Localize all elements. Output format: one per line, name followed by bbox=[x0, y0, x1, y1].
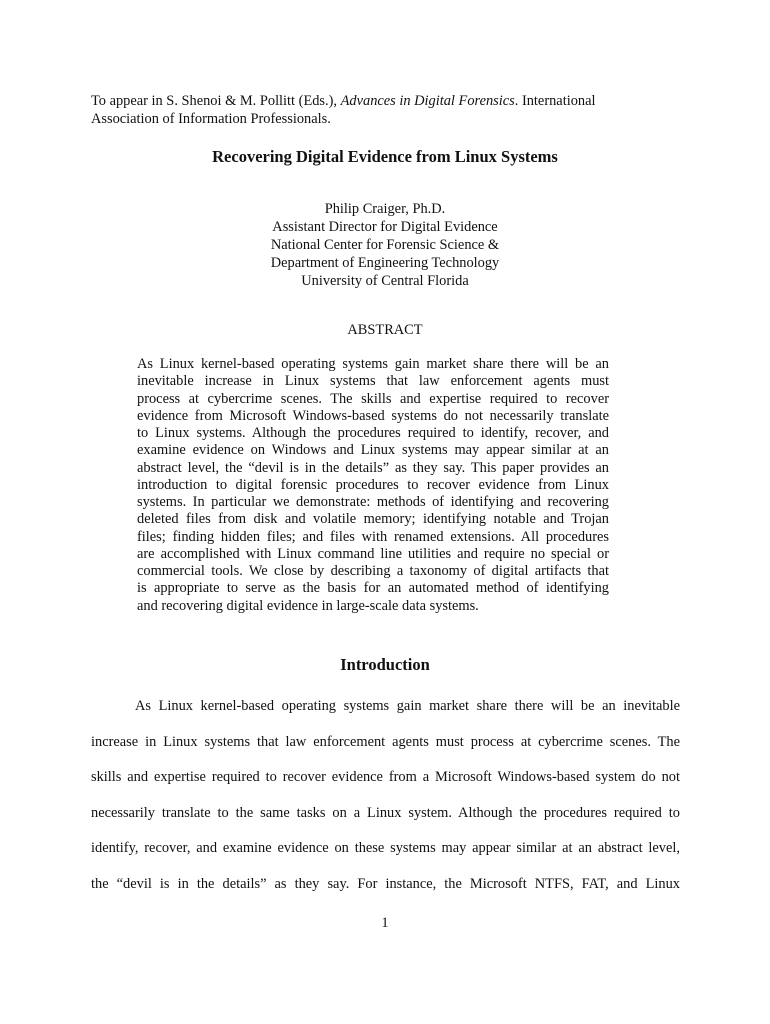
introduction-body bbox=[91, 689, 680, 902]
citation-line-2: Association of Information Professionals. bbox=[91, 111, 331, 127]
abstract-line: evidence from Microsoft Windows-based systems do not necessarily translate bbox=[137, 407, 609, 424]
abstract-line: to Linux systems. Although the procedures required to identify, recover, and bbox=[137, 425, 609, 441]
citation-suffix: . International bbox=[514, 93, 596, 109]
abstract-line: introduction to digital forensic procedures to recover evidence from Linux bbox=[137, 476, 609, 493]
introduction-line: the “devil is in the details” as they say. For instance, the Microsoft NTFS, FAT, and Linux bbox=[91, 875, 680, 892]
author-affiliation: Department of Engineering Technology bbox=[270, 255, 500, 271]
introduction-line: increase in Linux systems that law enforcement agents must process at cybercrime scenes. The bbox=[91, 733, 680, 750]
introduction-line: necessarily translate to the same tasks on a Linux system. Although the procedures required to bbox=[91, 804, 680, 821]
abstract-body bbox=[137, 356, 609, 615]
abstract-line: files; finding hidden files; and files with renamed extensions. All procedures bbox=[137, 528, 609, 545]
introduction-line: identify, recover, and examine evidence on these systems may appear similar at an abstract level, bbox=[91, 840, 680, 856]
abstract-line: are accomplished with Linux command line utilities and require no special or bbox=[137, 545, 609, 562]
citation-line-1 bbox=[91, 92, 651, 110]
introduction-line: As Linux kernel-based operating systems gain market share there will be an inevitable bbox=[135, 698, 680, 714]
author-block bbox=[0, 200, 770, 290]
abstract-line: and recovering digital evidence in large-scale data systems. bbox=[137, 597, 479, 614]
abstract-line: examine evidence on Windows and Linux systems may appear similar at an bbox=[137, 442, 609, 459]
citation-book-title: Advances in Digital Forensics bbox=[340, 93, 515, 109]
abstract-line: As Linux kernel-based operating systems gain market share there will be an bbox=[137, 356, 609, 372]
abstract-heading: ABSTRACT bbox=[347, 322, 423, 338]
abstract-line: deleted files from disk and volatile memory; identifying notable and Trojan bbox=[137, 511, 609, 528]
abstract-line: is appropriate to serve as the basis for an automated method of identifying bbox=[137, 580, 609, 597]
introduction-heading: Introduction bbox=[340, 655, 430, 674]
abstract-line: commercial tools. We close by describing a taxonomy of digital artifacts that bbox=[137, 563, 609, 579]
citation-prefix: To appear in S. Shenoi & M. Pollitt (Eds.), bbox=[91, 93, 341, 109]
abstract-line: process at cybercrime scenes. The skills and expertise required to recover bbox=[137, 390, 609, 407]
abstract-line: abstract level, the “devil is in the details” as they say. This paper provides an bbox=[137, 459, 609, 476]
paper-title: Recovering Digital Evidence from Linux Systems bbox=[212, 147, 558, 166]
introduction-line: skills and expertise required to recover evidence from a Microsoft Windows-based system do not bbox=[91, 769, 680, 785]
abstract-line: inevitable increase in Linux systems that law enforcement agents must bbox=[137, 373, 609, 390]
author-affiliation: National Center for Forensic Science & bbox=[270, 237, 500, 253]
author-affiliation: Assistant Director for Digital Evidence bbox=[272, 219, 498, 235]
citation-note bbox=[91, 92, 651, 128]
abstract-line: systems. In particular we demonstrate: methods of identifying and recovering bbox=[137, 494, 609, 510]
author-affiliation: University of Central Florida bbox=[301, 273, 469, 289]
author-name: Philip Craiger, Ph.D. bbox=[324, 201, 446, 217]
page-number: 1 bbox=[381, 915, 389, 931]
